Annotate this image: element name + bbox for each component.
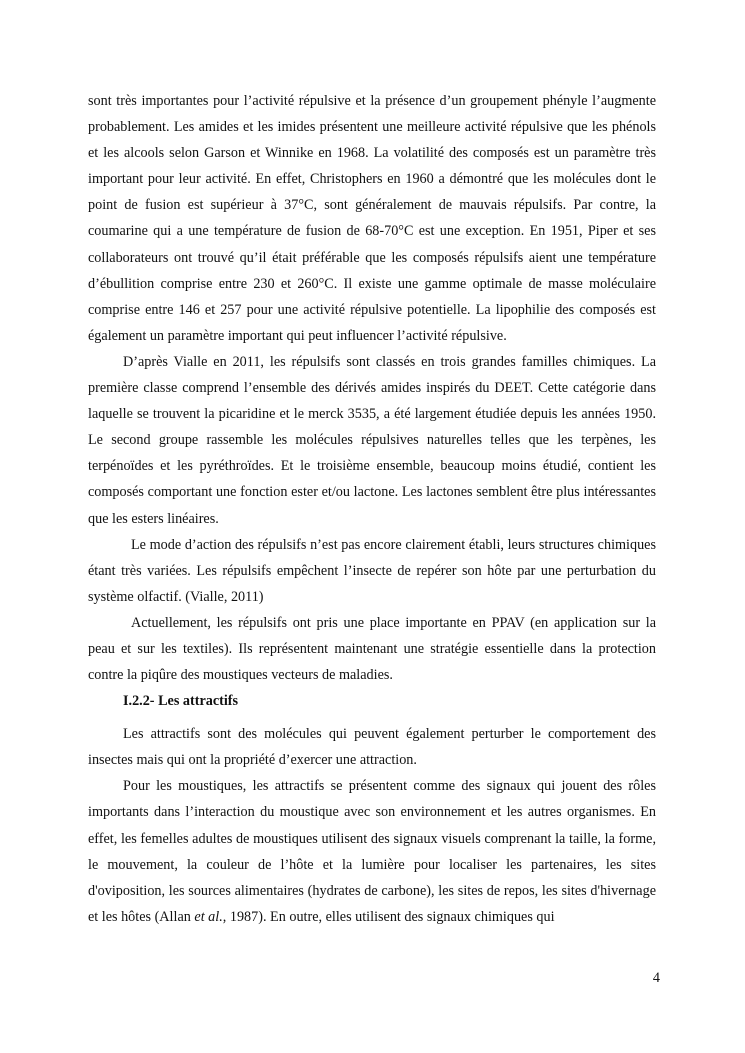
paragraph-ppav: Actuellement, les répulsifs ont pris une place importante en PPAV (en application sur la peau et sur les textiles). Ils représentent maintenant une stratégie essentielle dans la protection contre la piqûre des moustiques vecteurs de maladies. bbox=[88, 614, 656, 684]
paragraph-mosquito-signals bbox=[88, 773, 656, 930]
paragraph-text-after-citation: , 1987). En outre, elles utilisent des signaux chimiques qui bbox=[222, 908, 555, 925]
document-body bbox=[88, 88, 656, 930]
paragraph-repulsive-activity: sont très importantes pour l’activité répulsive et la présence d’un groupement phényle l’augmente probablement. Les amides et les imides présentent une meilleure activité répulsive que les phénols et les alcools selon Garson et Winnike en 1968. La volatilité des composés est un paramètre très important pour leur activité. En effet, Christophers en 1960 a démontré que les molécules dont le point de fusion est supérieur à 37°C, sont généralement de mauvais répulsifs. Par contre, la coumarine qui a une température de fusion de 68-70°C est une exception. En 1951, Piper et ses collaborateurs ont trouvé qu’il était préférable que les composés répulsifs aient une température d’ébullition comprise entre 230 et 260°C. Il existe une gamme optimale de masse moléculaire comprise entre 146 et 257 pour une activité répulsive potentielle. La lipophilie des composés est également un paramètre important qui peut influencer l’activité répulsive. bbox=[88, 93, 656, 344]
paragraph-attractifs-definition: Les attractifs sont des molécules qui peuvent également perturber le comportement des insectes mais qui ont la propriété d’exercer une attraction. bbox=[88, 726, 656, 769]
page-number: 4 bbox=[652, 970, 660, 986]
citation-et-al: et al. bbox=[194, 908, 223, 925]
paragraph-text-before-citation: Pour les moustiques, les attractifs se présentent comme des signaux qui jouent des rôles importants dans l’interaction du moustique avec son environnement et les autres organismes. En effet, les femelles adultes de moustiques utilisent des signaux visuels comprenant la taille, la forme, le mouvement, la couleur de l’hôte et la lumière pour localiser les partenaires, les sites d'oviposition, les sources alimentaires (hydrates de carbone), les sites de repos, les sites d'hivernage et les hôtes (Allan bbox=[88, 778, 656, 925]
section-heading-attractifs: I.2.2- Les attractifs bbox=[123, 693, 239, 710]
paragraph-mode-of-action: Le mode d’action des répulsifs n’est pas encore clairement établi, leurs structures chimiques étant très variées. Les répulsifs empêchent l’insecte de repérer son hôte par une perturbation du système olfactif. (Vialle, 2011) bbox=[88, 536, 656, 605]
paragraph-chemical-families: D’après Vialle en 2011, les répulsifs sont classés en trois grandes familles chimiques. La première classe comprend l’ensemble des dérivés amides inspirés du DEET. Cette catégorie dans laquelle se trouvent la picaridine et le merck 3535, a été largement étudiée depuis les années 1950. Le second groupe rassemble les molécules répulsives naturelles telles que les terpènes, les terpénoïdes et les pyréthroïdes. Et le troisième ensemble, beaucoup moins étudié, contient les composés comportant une fonction ester et/ou lactone. Les lactones semblent être plus intéressantes que les esters linéaires. bbox=[88, 353, 656, 527]
